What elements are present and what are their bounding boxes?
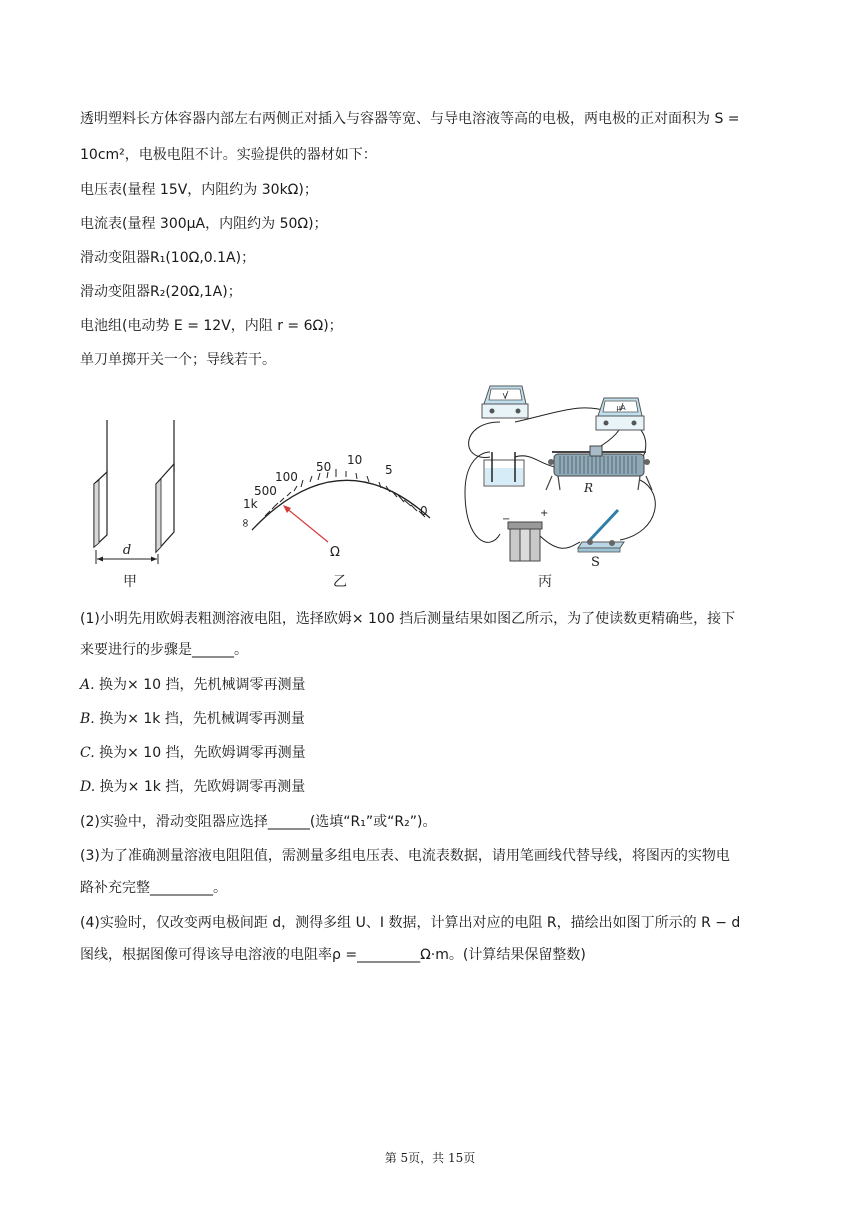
option-b-text: 换为× 1k 挡，先机械调零再测量 bbox=[94, 711, 305, 727]
option-b-letter: B. bbox=[80, 711, 95, 727]
q1-line-2: 来要进行的步骤是______。 bbox=[80, 642, 248, 658]
voltmeter-icon bbox=[482, 386, 528, 418]
pointer-label-ohm: Ω bbox=[330, 545, 340, 560]
figure-bing-circuit bbox=[460, 382, 680, 597]
option-d-letter: D. bbox=[80, 779, 96, 795]
option-b bbox=[80, 709, 780, 729]
option-a bbox=[80, 675, 780, 695]
scale-label-0: 0 bbox=[420, 504, 428, 518]
voltmeter-label: V bbox=[502, 392, 508, 400]
scale-label-50: 50 bbox=[316, 460, 332, 474]
figure-jia-caption: 甲 bbox=[123, 574, 137, 590]
battery-icon bbox=[502, 508, 548, 561]
scale-label-inf: ∞ bbox=[238, 518, 252, 528]
equipment-voltmeter: 电压表(量程 15V，内阻约为 30kΩ)； bbox=[80, 182, 318, 198]
scale-label-100: 100 bbox=[275, 470, 298, 484]
option-c-letter: C. bbox=[80, 745, 95, 761]
q1-line-1: (1)小明先用欧姆表粗测溶液电阻，选择欧姆× 100 挡后测量结果如图乙所示，为了使读数更精确些，接下 bbox=[80, 611, 736, 627]
ammeter-label: μA bbox=[616, 404, 626, 412]
page-footer: 第 5页，共 15页 bbox=[384, 1151, 476, 1165]
equipment-switch-wires: 单刀单掷开关一个；导线若干。 bbox=[80, 352, 276, 368]
option-a-text: 换为× 10 挡，先机械调零再测量 bbox=[94, 677, 306, 693]
figures-row bbox=[80, 382, 680, 597]
equipment-rheostat-r1: 滑动变阻器R₁(10Ω,0.1A)； bbox=[80, 250, 256, 266]
option-d-text: 换为× 1k 挡，先欧姆调零再测量 bbox=[95, 779, 306, 795]
rheostat-icon bbox=[546, 446, 652, 495]
switch-icon bbox=[578, 510, 624, 570]
battery-plus-label: + bbox=[540, 508, 549, 519]
option-d bbox=[80, 777, 780, 797]
scale-label-10: 10 bbox=[347, 453, 363, 467]
scale-label-1k: 1k bbox=[243, 497, 258, 511]
figure-bing-caption: 丙 bbox=[538, 574, 552, 590]
figure-yi-caption: 乙 bbox=[333, 574, 347, 590]
ammeter-icon bbox=[596, 398, 644, 430]
battery-minus-label: − bbox=[502, 514, 511, 525]
scale-label-5: 5 bbox=[385, 463, 393, 477]
q3-line-1: (3)为了准确测量溶液电阻阻值，需测量多组电压表、电流表数据，请用笔画线代替导线，将图丙的实物电 bbox=[80, 848, 730, 864]
scale-label-500: 500 bbox=[254, 484, 277, 498]
equipment-rheostat-r2: 滑动变阻器R₂(20Ω,1A)； bbox=[80, 284, 242, 300]
switch-label: S bbox=[591, 555, 600, 570]
intro-line-1: 透明塑料长方体容器内部左右两侧正对插入与容器等宽、与导电溶液等高的电极，两电极的正对面积为 S = bbox=[80, 111, 740, 127]
option-c-text: 换为× 10 挡，先欧姆调零再测量 bbox=[94, 745, 306, 761]
equipment-battery: 电池组(电动势 E = 12V，内阻 r = 6Ω)； bbox=[80, 318, 343, 334]
q4-line-1: (4)实验时，仅改变两电极间距 d，测得多组 U、I 数据，计算出对应的电阻 R，描绘出如图丁所示的 R − d bbox=[80, 915, 741, 931]
jia-dim-label: d bbox=[122, 543, 132, 558]
figure-jia-electrodes bbox=[80, 382, 200, 597]
q2-line: (2)实验中，滑动变阻器应选择______(选填“R₁”或“R₂”)。 bbox=[80, 814, 437, 830]
option-c bbox=[80, 743, 780, 763]
rheostat-label: R bbox=[584, 481, 594, 495]
intro-line-2: 10cm²，电极电阻不计。实验提供的器材如下： bbox=[80, 147, 377, 163]
equipment-ammeter: 电流表(量程 300μA，内阻约为 50Ω)； bbox=[80, 216, 328, 232]
option-a-letter: A. bbox=[80, 677, 95, 693]
figure-yi-ohm-scale bbox=[240, 382, 440, 597]
q4-line-2: 图线，根据图像可得该导电溶液的电阻率ρ =_________Ω·m。(计算结果保留整数) bbox=[80, 947, 586, 963]
q3-line-2: 路补充完整_________。 bbox=[80, 880, 227, 896]
